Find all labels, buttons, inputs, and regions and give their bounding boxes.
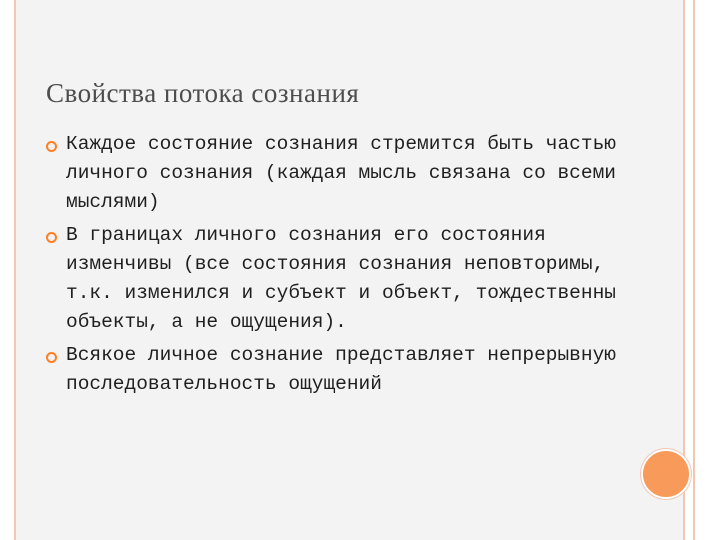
bullet-circle-icon	[46, 232, 57, 243]
right-border-line	[693, 0, 695, 540]
bullet-circle-icon	[46, 141, 57, 152]
bullet-item	[46, 130, 646, 217]
slide-title: Свойства потока сознания	[46, 78, 360, 108]
bullet-circle-icon	[46, 352, 57, 363]
bullet-list	[46, 130, 646, 403]
bullet-item	[46, 221, 646, 337]
bullet-item	[46, 341, 646, 399]
decorative-circle-icon	[641, 449, 691, 499]
bullet-text: Всякое личное сознание представляет непрерывную последовательность ощущений	[66, 344, 616, 395]
bullet-text: В границах личного сознания его состояния изменчивы (все состояния сознания неповторимы, т.к. изменился и субъект и объект, тождественны объекты, а не ощущения).	[66, 224, 616, 333]
bullet-text: Каждое состояние сознания стремится быть частью личного сознания (каждая мысль связана со всеми мыслями)	[66, 133, 616, 213]
